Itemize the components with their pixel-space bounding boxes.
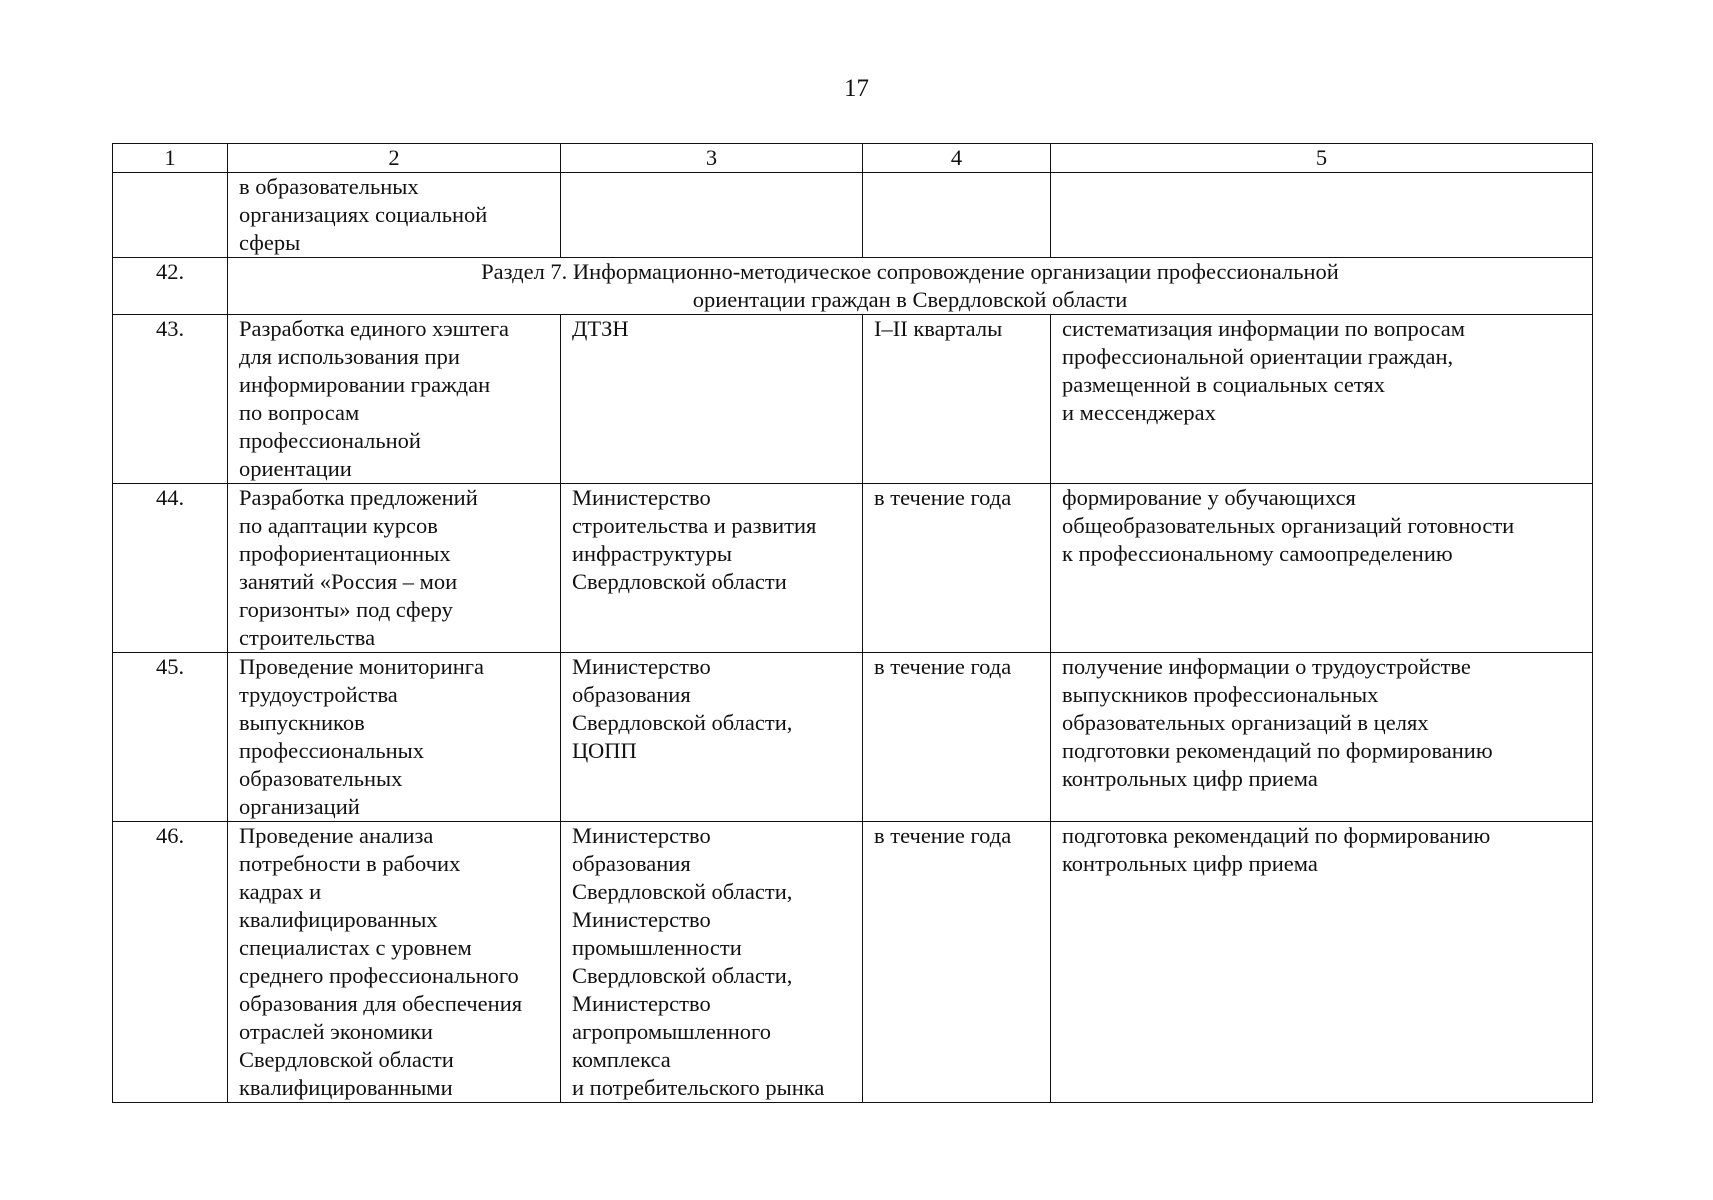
row-number-cell: 45. bbox=[113, 653, 228, 822]
table-row-continuation bbox=[113, 173, 1593, 258]
column-header-1: 1 bbox=[113, 144, 228, 173]
column-header-5: 5 bbox=[1051, 144, 1593, 173]
executor-cell: ДТЗН bbox=[561, 315, 863, 484]
deadline-cell: в течение года bbox=[863, 822, 1051, 1103]
executor-cell: Министерство образования Свердловской области, Министерство промышленности Свердловской области, Министерство агропромышленного комплекса и потребительского рынка bbox=[561, 822, 863, 1103]
result-cell: систематизация информации по вопросам профессиональной ориентации граждан, размещенной в социальных сетях и мессенджерах bbox=[1051, 315, 1593, 484]
executor-cell: Министерство строительства и развития инфраструктуры Свердловской области bbox=[561, 484, 863, 653]
result-cell: формирование у обучающихся общеобразовательных организаций готовности к профессиональному самоопределению bbox=[1051, 484, 1593, 653]
table-row bbox=[113, 653, 1593, 822]
row-number-cell: 44. bbox=[113, 484, 228, 653]
row-number-cell bbox=[113, 173, 228, 258]
deadline-cell: в течение года bbox=[863, 484, 1051, 653]
event-cell: Разработка предложений по адаптации курсов профориентационных занятий «Россия – мои горизонты» под сферу строительства bbox=[228, 484, 561, 653]
column-header-3: 3 bbox=[561, 144, 863, 173]
table-row bbox=[113, 315, 1593, 484]
column-header-2: 2 bbox=[228, 144, 561, 173]
executor-cell bbox=[561, 173, 863, 258]
table-header-row bbox=[113, 144, 1593, 173]
section-title: Раздел 7. Информационно-методическое сопровождение организации профессиональной ориентации граждан в Свердловской области bbox=[228, 258, 1593, 315]
row-number-cell: 46. bbox=[113, 822, 228, 1103]
table-row bbox=[113, 484, 1593, 653]
result-cell: получение информации о трудоустройстве выпускников профессиональных образовательных организаций в целях подготовки рекомендаций по формированию контрольных цифр приема bbox=[1051, 653, 1593, 822]
event-cell: Разработка единого хэштега для использования при информировании граждан по вопросам профессиональной ориентации bbox=[228, 315, 561, 484]
column-header-4: 4 bbox=[863, 144, 1051, 173]
deadline-cell bbox=[863, 173, 1051, 258]
event-cell: Проведение мониторинга трудоустройства выпускников профессиональных образовательных организаций bbox=[228, 653, 561, 822]
event-cell: в образовательных организациях социальной сферы bbox=[228, 173, 561, 258]
plan-table bbox=[112, 143, 1593, 1103]
row-number-cell: 43. bbox=[113, 315, 228, 484]
result-cell: подготовка рекомендаций по формированию контрольных цифр приема bbox=[1051, 822, 1593, 1103]
table-row bbox=[113, 822, 1593, 1103]
page-number: 17 bbox=[844, 75, 869, 102]
deadline-cell: в течение года bbox=[863, 653, 1051, 822]
deadline-cell: I–II кварталы bbox=[863, 315, 1051, 484]
event-cell: Проведение анализа потребности в рабочих кадрах и квалифицированных специалистах с уровнем среднего профессионального образования для обеспечения отраслей экономики Свердловской области квалифицированными bbox=[228, 822, 561, 1103]
executor-cell: Министерство образования Свердловской области, ЦОПП bbox=[561, 653, 863, 822]
section-number-cell: 42. bbox=[113, 258, 228, 315]
section-row bbox=[113, 258, 1593, 315]
result-cell bbox=[1051, 173, 1593, 258]
